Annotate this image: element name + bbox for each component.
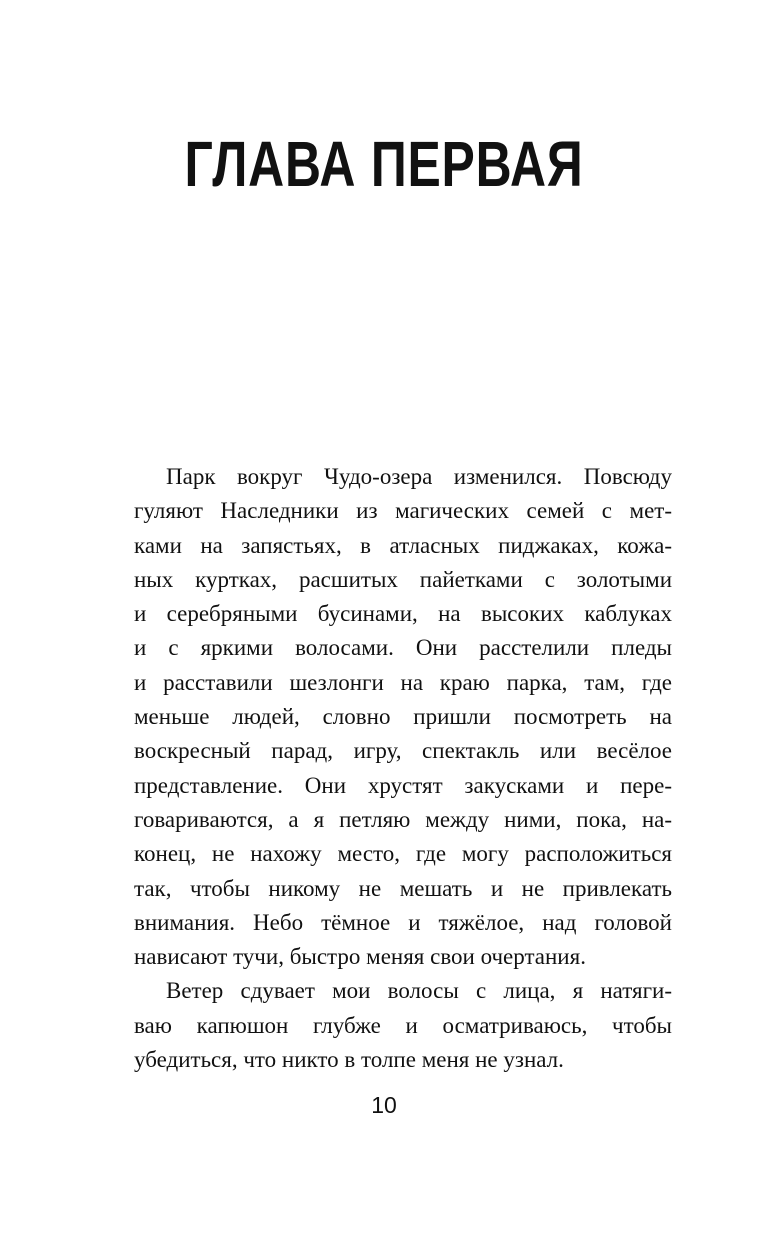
paragraph-1 [134,460,672,974]
body-text [134,460,672,1077]
text-line: воскресный парад, игру, спектакль или весёлое [134,738,672,764]
chapter-title: ГЛАВА ПЕРВАЯ [184,128,584,200]
text-line: ками на запястьях, в атласных пиджаках, кожа- [134,532,672,558]
text-line: говариваются, а я петляю между ними, пока, на- [134,806,672,832]
text-line: Парк вокруг Чудо-озера изменился. Повсюду [166,464,672,489]
text-line: ваю капюшон глубже и осматриваюсь, чтобы [134,1012,672,1038]
text-line: ных куртках, расшитых пайетками с золотыми [134,566,672,592]
text-line: нависают тучи, быстро меняя свои очертания. [134,944,586,970]
text-line: так, чтобы никому не мешать и не привлекать [134,875,672,901]
text-line: меньше людей, словно пришли посмотреть на [134,704,672,730]
text-line: Ветер сдувает мои волосы с лица, я натяги- [166,978,672,1004]
text-line: внимания. Небо тёмное и тяжёлое, над головой [134,909,672,935]
text-line: конец, не нахожу место, где могу расположиться [134,841,672,867]
text-line: и с яркими волосами. Они расстелили пледы [134,635,672,661]
text-line: гуляют Наследники из магических семей с мет- [134,498,672,524]
text-line: убедиться, что никто в толпе меня не узнал. [134,1047,564,1073]
text-line: представление. Они хрустят закусками и пере- [134,772,672,798]
page-number: 10 [371,1092,397,1118]
paragraph-2 [134,974,672,1077]
text-line: и серебряными бусинами, на высоких каблуках [134,601,672,627]
text-line: и расставили шезлонги на краю парка, там, где [134,669,672,695]
